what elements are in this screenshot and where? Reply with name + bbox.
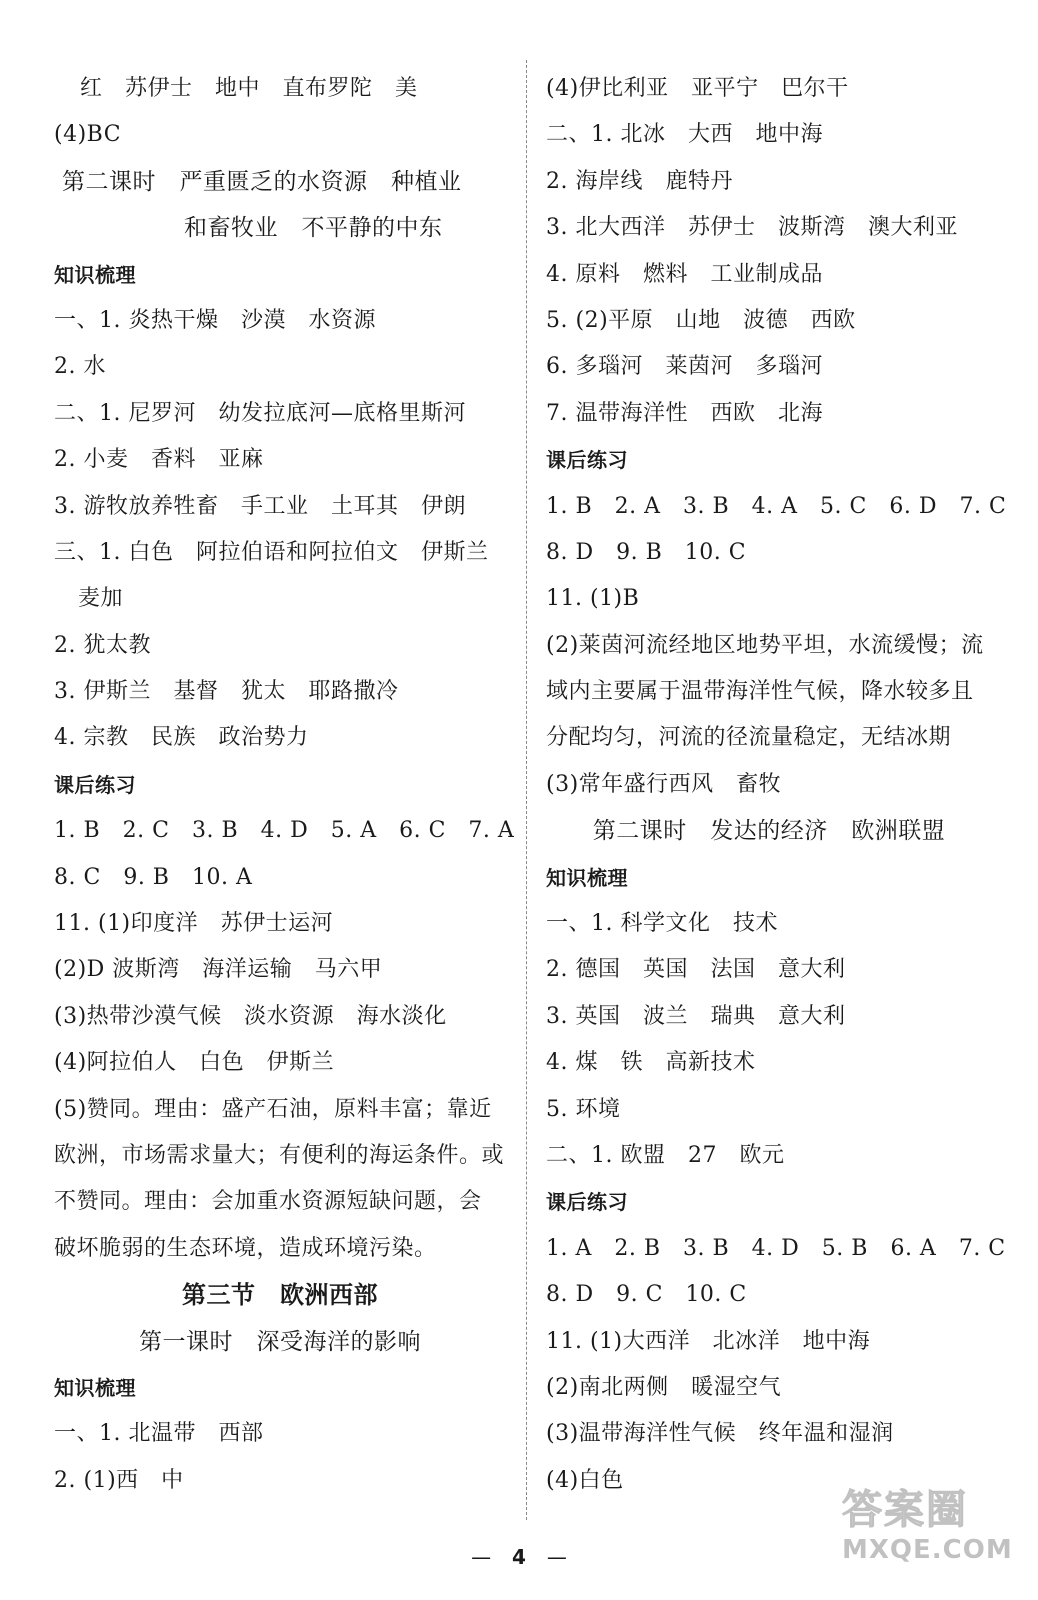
- subsection-heading: 知识梳理: [54, 262, 136, 287]
- answer-line: 7. 温带海洋性 西欧 北海: [546, 400, 823, 426]
- lesson-title: 和畜牧业 不平静的中东: [184, 215, 443, 242]
- answer-line: 1. A 2. B 3. B 4. D 5. B 6. A 7. C: [546, 1235, 1006, 1261]
- answer-line: 一、1. 科学文化 技术: [546, 911, 778, 937]
- answer-line: 麦加: [78, 586, 124, 612]
- column-divider: [526, 60, 527, 1520]
- footer-dash-right: —: [546, 1545, 567, 1569]
- answer-line: (3)热带沙漠气候 淡水资源 海水淡化: [54, 1003, 447, 1029]
- watermark-url: MXQE.COM: [842, 1535, 1013, 1565]
- answer-line: 5. 环境: [546, 1096, 621, 1122]
- answer-line: 1. B 2. C 3. B 4. D 5. A 6. C 7. A: [54, 818, 515, 844]
- answer-line: (5)赞同。理由：盛产石油，原料丰富；靠近: [54, 1096, 492, 1122]
- subsection-heading: 课后练习: [546, 1190, 628, 1215]
- section-title: 第三节 欧洲西部: [182, 1281, 378, 1310]
- answer-line: 3. 北大西洋 苏伊士 波斯湾 澳大利亚: [546, 215, 958, 241]
- answer-line: 11. (1)大西洋 北冰洋 地中海: [546, 1328, 871, 1354]
- subsection-heading: 知识梳理: [54, 1375, 136, 1400]
- answer-line: 3. 英国 波兰 瑞典 意大利: [546, 1003, 846, 1029]
- lesson-title: 第二课时 发达的经济 欧洲联盟: [592, 818, 946, 845]
- answer-line: 三、1. 白色 阿拉伯语和阿拉伯文 伊斯兰: [54, 539, 489, 565]
- answer-line: 域内主要属于温带海洋性气候，降水较多且: [546, 679, 974, 705]
- answer-line: 2. 犹太教: [54, 632, 151, 658]
- answer-line: 分配均匀，河流的径流量稳定，无结冰期: [546, 725, 952, 751]
- answer-line: (2)莱茵河流经地区地势平坦，水流缓慢；流: [546, 632, 984, 658]
- answer-line: 1. B 2. A 3. B 4. A 5. C 6. D 7. C: [546, 493, 1007, 519]
- answer-line: 3. 伊斯兰 基督 犹太 耶路撒冷: [54, 679, 399, 705]
- answer-line: 欧洲，市场需求量大；有便利的海运条件。或: [54, 1142, 505, 1168]
- answer-line: 2. 水: [54, 354, 106, 380]
- answer-line: 4. 宗教 民族 政治势力: [54, 725, 309, 751]
- answer-line: 3. 游牧放养牲畜 手工业 土耳其 伊朗: [54, 493, 466, 519]
- answer-line: 2. 海岸线 鹿特丹: [546, 168, 733, 194]
- answer-line: 2. (1)西 中: [54, 1467, 184, 1493]
- lesson-title: 第二课时 严重匮乏的水资源 种植业: [62, 168, 462, 195]
- answer-line: 破坏脆弱的生态环境，造成环境污染。: [54, 1235, 437, 1261]
- answer-line: 二、1. 北冰 大西 地中海: [546, 122, 823, 148]
- answer-line: 11. (1)B: [546, 586, 640, 612]
- subsection-heading: 知识梳理: [546, 865, 628, 890]
- answer-line: 一、1. 北温带 西部: [54, 1421, 264, 1447]
- answer-line: 2. 德国 英国 法国 意大利: [546, 957, 846, 983]
- right-column: [546, 66, 1007, 1504]
- watermark-title: 答案圈: [842, 1487, 968, 1533]
- watermark-logo: [842, 1478, 1022, 1588]
- answer-line: 11. (1)印度洋 苏伊士运河: [54, 911, 334, 937]
- subsection-heading: 课后练习: [54, 772, 136, 797]
- answer-line: 4. 煤 铁 高新技术: [546, 1050, 756, 1076]
- answer-line: (4)伊比利亚 亚平宁 巴尔干: [546, 76, 849, 101]
- subsection-heading: 课后练习: [546, 448, 628, 473]
- answer-line: 4. 原料 燃料 工业制成品: [546, 261, 823, 287]
- answer-line: 6. 多瑙河 莱茵河 多瑙河: [546, 354, 823, 380]
- answer-line: 二、1. 尼罗河 幼发拉底河—底格里斯河: [54, 400, 466, 426]
- answer-line: 5. (2)平原 山地 波德 西欧: [546, 307, 856, 333]
- footer-dash-left: —: [471, 1545, 492, 1569]
- answer-line: (2)D 波斯湾 海洋运输 马六甲: [54, 957, 383, 983]
- answer-line: (2)南北两侧 暖湿空气: [546, 1374, 782, 1400]
- answer-line: 不赞同。理由：会加重水资源短缺问题，会: [54, 1189, 482, 1215]
- answer-line: 2. 小麦 香料 亚麻: [54, 447, 264, 473]
- answer-line: 8. D 9. C 10. C: [546, 1282, 747, 1308]
- lesson-title: 第一课时 深受海洋的影响: [139, 1328, 421, 1355]
- page-number: 4: [512, 1545, 526, 1569]
- answer-line: (3)常年盛行西风 畜牧: [546, 771, 782, 797]
- answer-line: (4)BC: [54, 122, 122, 148]
- answer-line: (4)阿拉伯人 白色 伊斯兰: [54, 1050, 335, 1076]
- answer-line: 8. C 9. B 10. A: [54, 864, 253, 890]
- answer-line: 8. D 9. B 10. C: [546, 539, 747, 565]
- answer-line: (4)白色: [546, 1467, 624, 1493]
- answer-line: 一、1. 炎热干燥 沙漠 水资源: [54, 307, 376, 333]
- left-column: [54, 66, 515, 1504]
- answer-line: 红 苏伊士 地中 直布罗陀 美: [80, 76, 418, 101]
- answer-line: (3)温带海洋性气候 终年温和湿润: [546, 1421, 894, 1447]
- answer-line: 二、1. 欧盟 27 欧元: [546, 1142, 785, 1168]
